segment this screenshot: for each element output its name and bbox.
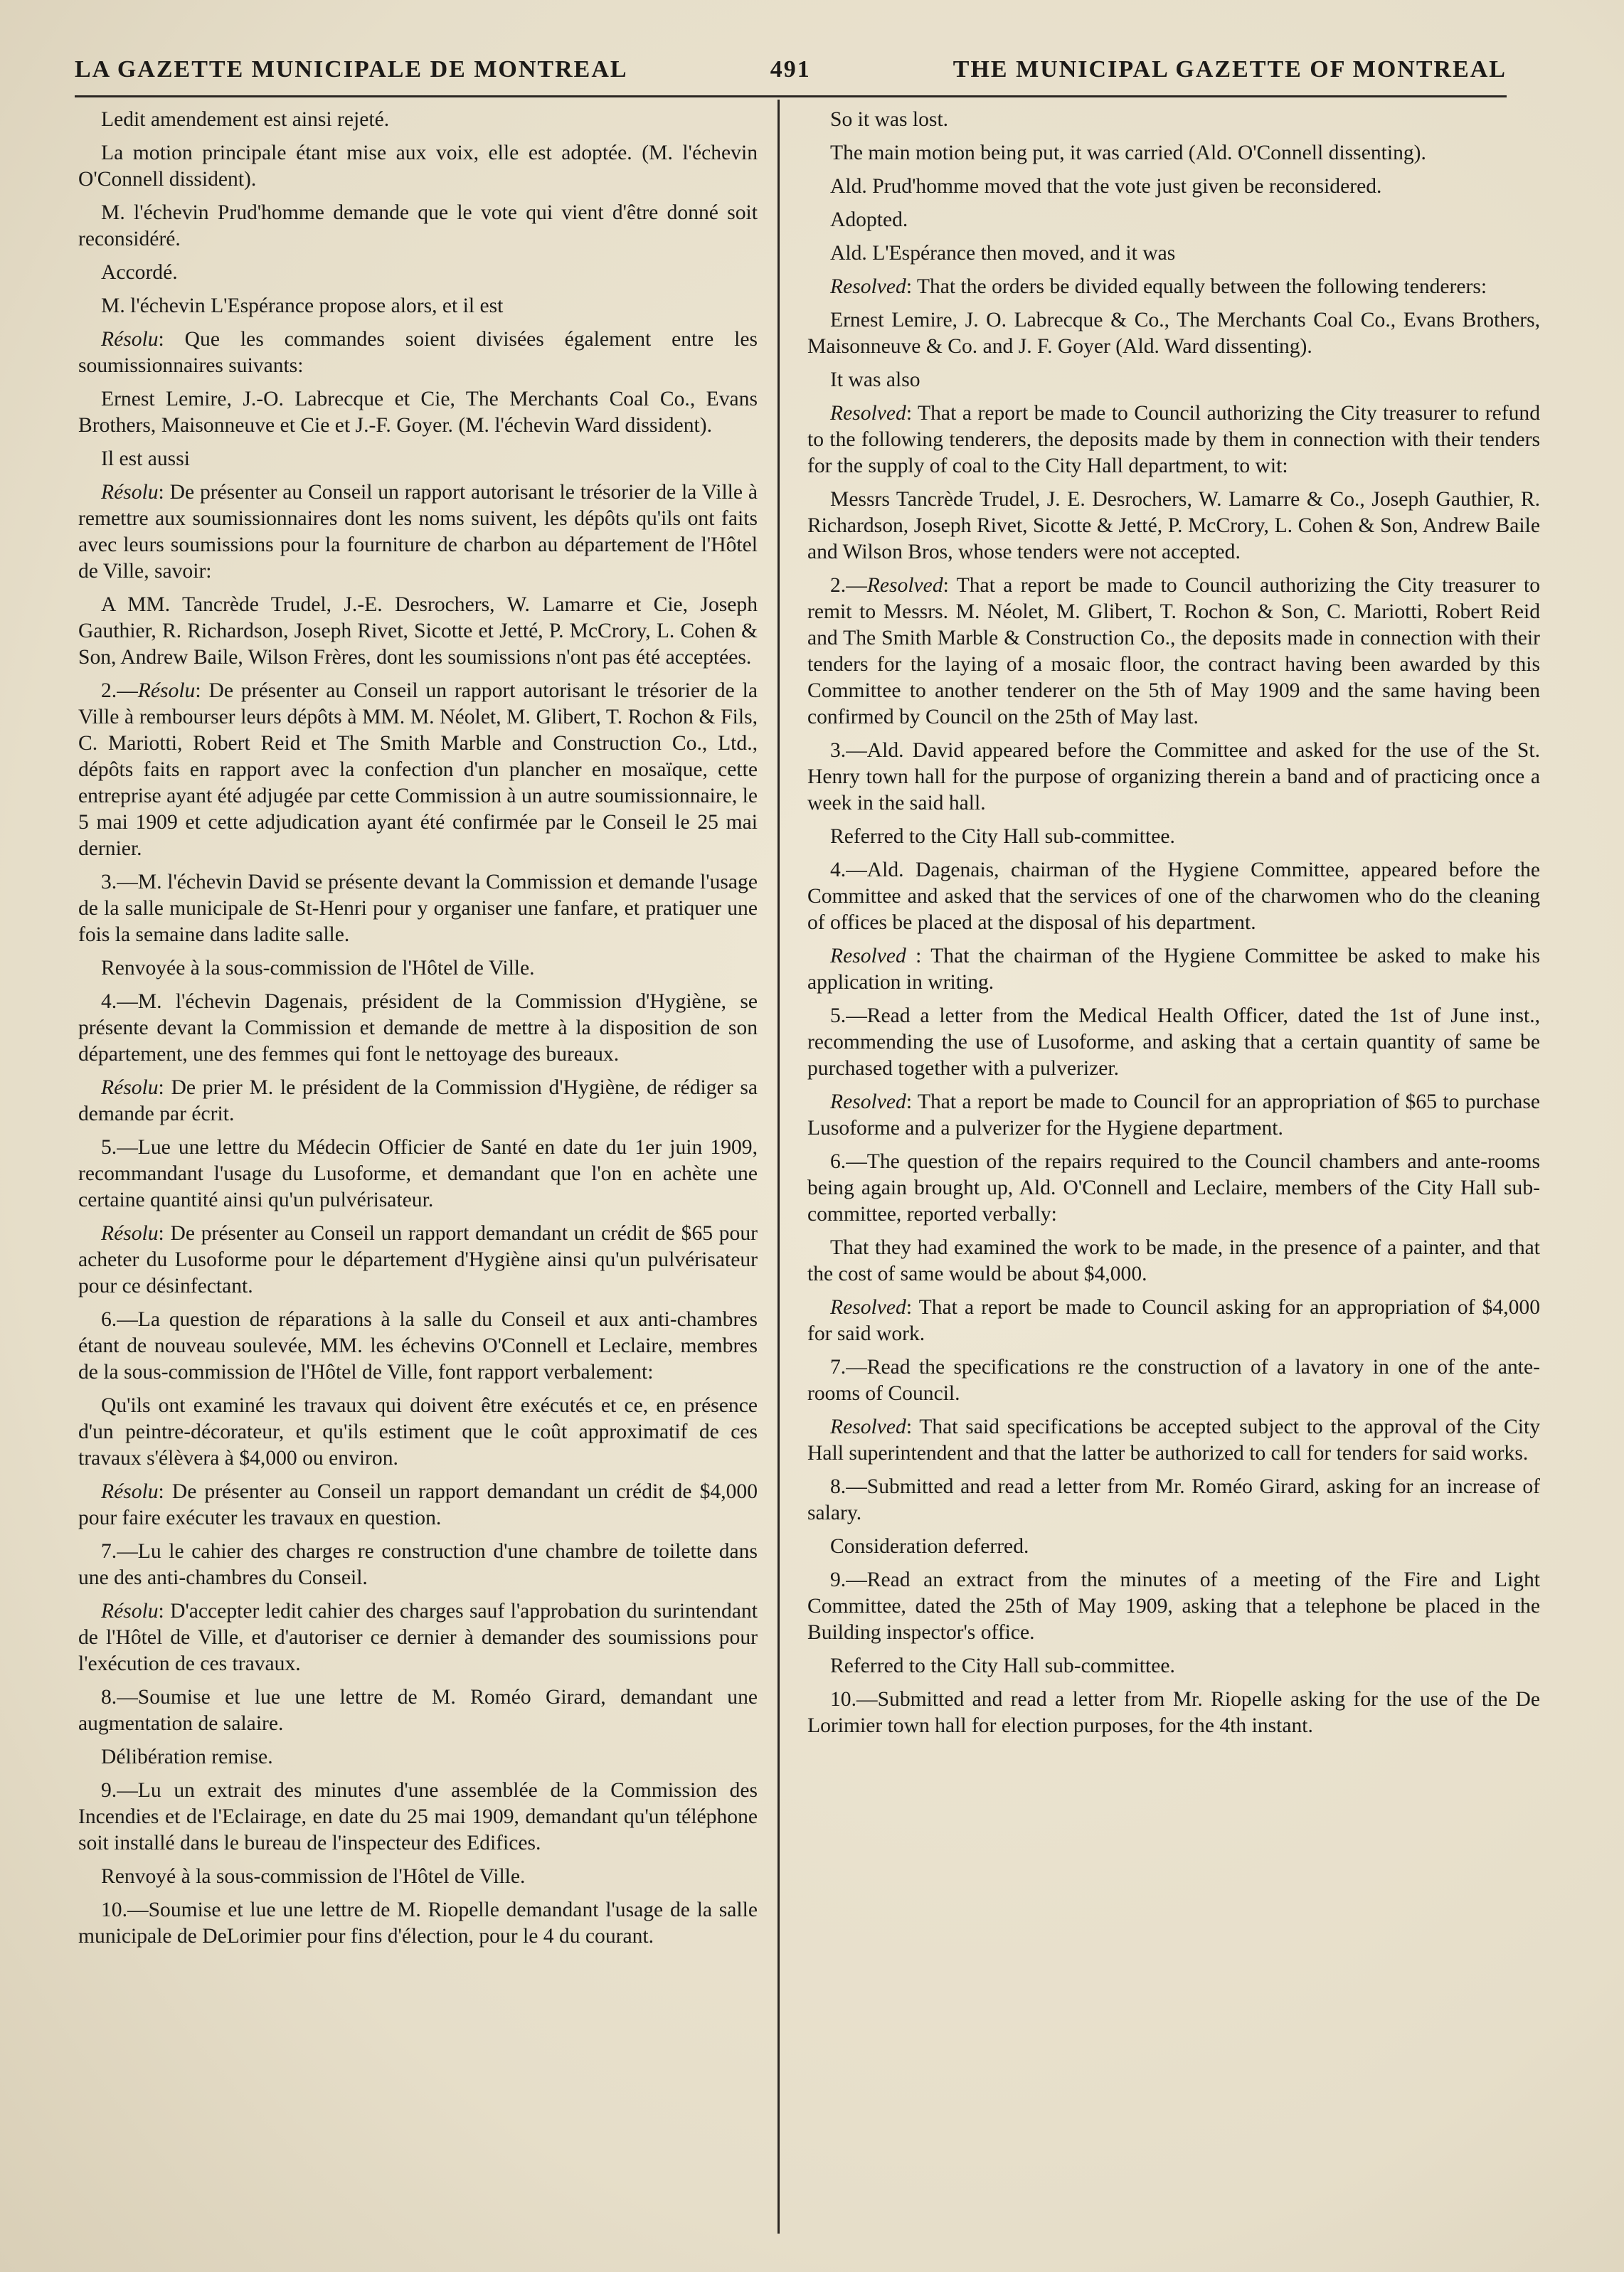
paragraph-text: : De prier M. le président de la Commission d'Hygiène, de rédiger sa demande par écrit.: [78, 1076, 758, 1125]
paragraph-text: Consideration deferred.: [830, 1535, 1029, 1558]
page-number: 491: [770, 56, 811, 83]
paragraph-text: 10.—Submitted and read a letter from Mr. Riopelle asking for the use of the De Lorimier town hall for election purposes, for the 4th instant.: [807, 1688, 1540, 1737]
paragraph: [807, 738, 1540, 817]
paragraph-text: : D'accepter ledit cahier des charges sauf l'approbation du surintendant de l'Hôtel de Ville, et d'autoriser ce dernier à demander des soumissions pour l'exécution de ces travaux.: [78, 1600, 758, 1675]
paragraph: [807, 1687, 1540, 1739]
paragraph: [807, 1089, 1540, 1142]
paragraph-text: : That a report be made to Council authorizing the City treasurer to refund to the following tenderers, the deposits made by them in connection with their tenders for the supply of coal to the City Hall department, to wit:: [807, 402, 1540, 477]
paragraph-text: 8.—Soumise et lue une lettre de M. Roméo Girard, demandant une augmentation de salaire.: [78, 1686, 758, 1735]
paragraph: [807, 274, 1540, 300]
paragraph: [78, 1744, 758, 1771]
page-header: [75, 44, 1507, 97]
paragraph-text: : That the orders be divided equally between the following tenderers:: [906, 275, 1487, 298]
paragraph-text: That they had examined the work to be made, in the presence of a painter, and that the cost of same would be about $4,000.: [807, 1236, 1540, 1285]
paragraph: [807, 487, 1540, 566]
paragraph: [807, 1235, 1540, 1288]
paragraph: [807, 207, 1540, 233]
paragraph-text: Ald. L'Espérance then moved, and it was: [830, 242, 1176, 265]
resolution-label: Resolved: [866, 574, 943, 597]
paragraph-text: : Que les commandes soient divisées également entre les soumissionnaires suivants:: [78, 328, 758, 377]
paragraph: [78, 1897, 758, 1950]
paragraph-text: 10.—Soumise et lue une lettre de M. Riopelle demandant l'usage de la salle municipale de DeLorimier pour fins d'élection, pour le 4 du courant.: [78, 1899, 758, 1948]
english-column: [807, 107, 1540, 2244]
paragraph: [78, 1135, 758, 1214]
paragraph: [78, 1479, 758, 1532]
column-divider: [777, 100, 780, 2234]
paragraph-text: 5.—Lue une lettre du Médecin Officier de Santé en date du 1er juin 1909, recommandant l'usage du Lusoforme, et demandant que l'on en achète une certaine quantité ainsi qu'un pulvérisateur.: [78, 1136, 758, 1211]
paragraph-text: It was also: [830, 368, 920, 391]
paragraph-text: : De présenter au Conseil un rapport autorisant le trésorier de la Ville à remettre aux soumissionnaires dont les noms suivent, les dépôts qu'ils ont faits avec leurs soumissions pour la fourniture de charbon au département de l'Hôtel de Ville, savoir:: [78, 481, 758, 583]
paragraph-text: 3.—Ald. David appeared before the Committee and asked for the use of the St. Henry town hall for the purpose of organizing therein a band and of practicing once a week in the said hall.: [807, 739, 1540, 814]
paragraph-text: Adopted.: [830, 208, 908, 231]
resolution-label: Résolu: [101, 481, 159, 504]
paragraph: [78, 955, 758, 982]
item-number: 2.—: [830, 574, 867, 597]
paragraph: [807, 240, 1540, 267]
paragraph-text: M. l'échevin Prud'homme demande que le vote qui vient d'être donné soit reconsidéré.: [78, 201, 758, 250]
paragraph: [807, 1653, 1540, 1679]
resolution-label: Resolved: [830, 1416, 906, 1438]
paragraph-text: : De présenter au Conseil un rapport demandant un crédit de $4,000 pour faire exécuter les travaux en question.: [78, 1480, 758, 1529]
paragraph: [78, 1864, 758, 1890]
paragraph: [807, 400, 1540, 479]
paragraph: [807, 1534, 1540, 1560]
paragraph: [78, 479, 758, 585]
paragraph-text: : De présenter au Conseil un rapport demandant un crédit de $65 pour acheter du Lusoforme pour le département d'Hygiène ainsi qu'un pulvérisateur pour ce désinfectant.: [78, 1222, 758, 1297]
paragraph-text: Renvoyé à la sous-commission de l'Hôtel de Ville.: [101, 1865, 526, 1888]
paragraph: [807, 367, 1540, 393]
paragraph: [807, 1567, 1540, 1646]
resolution-label: Resolved: [830, 1296, 906, 1319]
paragraph-text: : De présenter au Conseil un rapport autorisant le trésorier de la Ville à rembourser leurs dépôts à MM. M. Néolet, M. Glibert, T. Rochon & Fils, C. Mariotti, Robert Reid et The Smith Marble and Construction Co., Ltd., dépôts faits en rapport avec la confection d'un plancher en mosaïque, cette entreprise ayant été adjugée par cette Commission à un autre soumissionnaire, le 5 mai 1909 et cette adjudication ayant été confirmée par le Conseil le 25 mai dernier.: [78, 679, 758, 860]
paragraph-text: 7.—Lu le cahier des charges re construction d'une chambre de toilette dans une des anti-chambres du Conseil.: [78, 1540, 758, 1589]
paragraph-text: Referred to the City Hall sub-committee.: [830, 1655, 1175, 1677]
paragraph-text: 4.—Ald. Dagenais, chairman of the Hygiene Committee, appeared before the Committee and asked that the services of one of the charwomen who do the cleaning of offices be placed at the disposal of his department.: [807, 859, 1540, 934]
paragraph-text: Délibération remise.: [101, 1746, 273, 1768]
paragraph: [78, 200, 758, 253]
paragraph-text: Ledit amendement est ainsi rejeté.: [101, 108, 390, 131]
paragraph-text: 4.—M. l'échevin Dagenais, président de la Commission d'Hygiène, se présente devant la Commission et demande de mettre à la disposition de son département, une des femmes qui font le nettoyage des bureaux.: [78, 990, 758, 1066]
paragraph: [78, 1307, 758, 1386]
paragraph-text: Ald. Prud'homme moved that the vote just given be reconsidered.: [830, 175, 1382, 198]
paragraph: [78, 869, 758, 948]
paragraph: [78, 1539, 758, 1591]
paragraph-text: : That a report be made to Council asking for an appropriation of $4,000 for said work.: [807, 1296, 1540, 1345]
header-english-title: THE MUNICIPAL GAZETTE OF MONTREAL: [952, 56, 1507, 83]
paragraph-text: Ernest Lemire, J.-O. Labrecque et Cie, The Merchants Coal Co., Evans Brothers, Maisonneuve et Cie et J.-F. Goyer. (M. l'échevin Ward dissident).: [78, 388, 758, 437]
paragraph: [807, 1474, 1540, 1527]
paragraph: [807, 174, 1540, 200]
paragraph: [807, 1149, 1540, 1228]
paragraph: [78, 1684, 758, 1737]
paragraph-text: 9.—Read an extract from the minutes of a meeting of the Fire and Light Committee, dated the 25th of May 1909, asking that a telephone be placed in the Building inspector's office.: [807, 1568, 1540, 1644]
paragraph-text: So it was lost.: [830, 108, 949, 131]
paragraph: [807, 1414, 1540, 1467]
paragraph: [807, 857, 1540, 936]
paragraph-text: Accordé.: [101, 261, 178, 284]
paragraph: [78, 446, 758, 472]
paragraph: [807, 1354, 1540, 1407]
resolution-label: Resolved: [830, 945, 906, 967]
paragraph: [78, 1778, 758, 1857]
paragraph: [78, 1075, 758, 1127]
resolution-label: Résolu: [101, 1222, 159, 1245]
paragraph-text: 8.—Submitted and read a letter from Mr. Roméo Girard, asking for an increase of salary.: [807, 1475, 1540, 1524]
paragraph: [807, 307, 1540, 360]
paragraph: [807, 1003, 1540, 1082]
paragraph: [807, 573, 1540, 731]
paragraph-text: Renvoyée à la sous-commission de l'Hôtel de Ville.: [101, 957, 535, 980]
paragraph-text: : That a report be made to Council for an appropriation of $65 to purchase Lusoforme and a pulverizer for the Hygiene department.: [807, 1090, 1540, 1140]
resolution-label: Résolu: [101, 1076, 159, 1099]
paragraph: [807, 140, 1540, 166]
paragraph: [78, 989, 758, 1068]
paragraph: [78, 1221, 758, 1300]
paragraph: [78, 592, 758, 671]
resolution-label: Résolu: [101, 1600, 159, 1623]
resolution-label: Résolu: [101, 328, 159, 351]
paragraph-text: La motion principale étant mise aux voix, elle est adoptée. (M. l'échevin O'Connell dissident).: [78, 142, 758, 191]
paragraph-text: : That the chairman of the Hygiene Committee be asked to make his application in writing.: [807, 945, 1540, 994]
paragraph: [78, 1598, 758, 1677]
paragraph-text: Referred to the City Hall sub-committee.: [830, 825, 1175, 848]
paragraph: [78, 1393, 758, 1472]
item-number: 2.—: [101, 679, 138, 702]
paragraph: [78, 386, 758, 439]
paragraph: [78, 293, 758, 319]
resolution-label: Résolu: [137, 679, 196, 702]
paragraph-text: 3.—M. l'échevin David se présente devant la Commission et demande l'usage de la salle municipale de St-Henri pour y organiser une fanfare, et pratiquer une fois la semaine dans ladite salle.: [78, 871, 758, 946]
paragraph-text: : That a report be made to Council authorizing the City treasurer to remit to Messrs. M. Néolet, M. Glibert, T. Rochon & Son, C. Mariotti, Robert Reid and The Smith Marble & Construction Co., the deposits made in connection with their tenders for the laying of a mosaic floor, the contract having been awarded by this Committee to another tenderer on the 5th of May 1909 and the same having been confirmed by Council on the 25th of May last.: [807, 574, 1540, 728]
paragraph-text: Qu'ils ont examiné les travaux qui doivent être exécutés et ce, en présence d'un peintre-décorateur, et qu'ils estiment que le coût approximatif de ces travaux s'élèvera à $4,000 ou environ.: [78, 1394, 758, 1470]
paragraph-text: Messrs Tancrède Trudel, J. E. Desrochers, W. Lamarre & Co., Joseph Gauthier, R. Richardson, Joseph Rivet, Sicotte & Jetté, P. McCrory, L. Cohen & Son, Andrew Baile and Wilson Bros, whose tenders were not accepted.: [807, 488, 1540, 563]
paragraph: [807, 107, 1540, 133]
paragraph-text: 6.—La question de réparations à la salle du Conseil et aux anti-chambres étant de nouveau soulevée, MM. les échevins O'Connell et Leclaire, membres de la sous-commission de l'Hôtel de Ville, font rapport verbalement:: [78, 1308, 758, 1384]
paragraph: [78, 327, 758, 379]
header-french-title: LA GAZETTE MUNICIPALE DE MONTREAL: [75, 56, 628, 83]
paragraph-text: 7.—Read the specifications re the construction of a lavatory in one of the ante-rooms of Council.: [807, 1356, 1540, 1405]
paragraph: [807, 943, 1540, 996]
paragraph-text: : That said specifications be accepted subject to the approval of the City Hall superintendent and that the latter be authorized to call for tenders for said works.: [807, 1416, 1540, 1465]
paragraph: [78, 260, 758, 286]
resolution-label: Resolved: [830, 402, 906, 425]
french-column: [78, 107, 758, 2244]
paragraph-text: Ernest Lemire, J. O. Labrecque & Co., The Merchants Coal Co., Evans Brothers, Maisonneuve & Co. and J. F. Goyer (Ald. Ward dissenting).: [807, 309, 1540, 358]
resolution-label: Resolved: [830, 275, 906, 298]
paragraph: [78, 678, 758, 862]
paragraph-text: 9.—Lu un extrait des minutes d'une assemblée de la Commission des Incendies et de l'Eclairage, en date du 25 mai 1909, demandant qu'un téléphone soit installé dans le bureau de l'inspecteur des Edifices.: [78, 1779, 758, 1854]
paragraph-text: M. l'échevin L'Espérance propose alors, et il est: [101, 294, 504, 317]
paragraph: [78, 107, 758, 133]
paragraph: [78, 140, 758, 193]
paragraph-text: 6.—The question of the repairs required to the Council chambers and ante-rooms being again brought up, Ald. O'Connell and Leclaire, members of the City Hall sub-committee, reported verbally:: [807, 1150, 1540, 1226]
paragraph: [807, 1295, 1540, 1347]
resolution-label: Résolu: [101, 1480, 159, 1503]
paragraph-text: The main motion being put, it was carried (Ald. O'Connell dissenting).: [830, 142, 1426, 164]
paragraph: [807, 824, 1540, 850]
paragraph-text: A MM. Tancrède Trudel, J.-E. Desrochers, W. Lamarre et Cie, Joseph Gauthier, R. Richardson, Joseph Rivet, Sicotte et Jetté, P. McCrory, L. Cohen & Son, Andrew Baile, Wilson Frères, dont les soumissions n'ont pas été acceptées.: [78, 593, 758, 669]
paragraph-text: Il est aussi: [101, 447, 190, 470]
paragraph-text: 5.—Read a letter from the Medical Health Officer, dated the 1st of June inst., recommending the use of Lusoforme, and asking that a certain quantity of same be purchased together with a pulverizer.: [807, 1004, 1540, 1080]
resolution-label: Resolved: [830, 1090, 906, 1113]
